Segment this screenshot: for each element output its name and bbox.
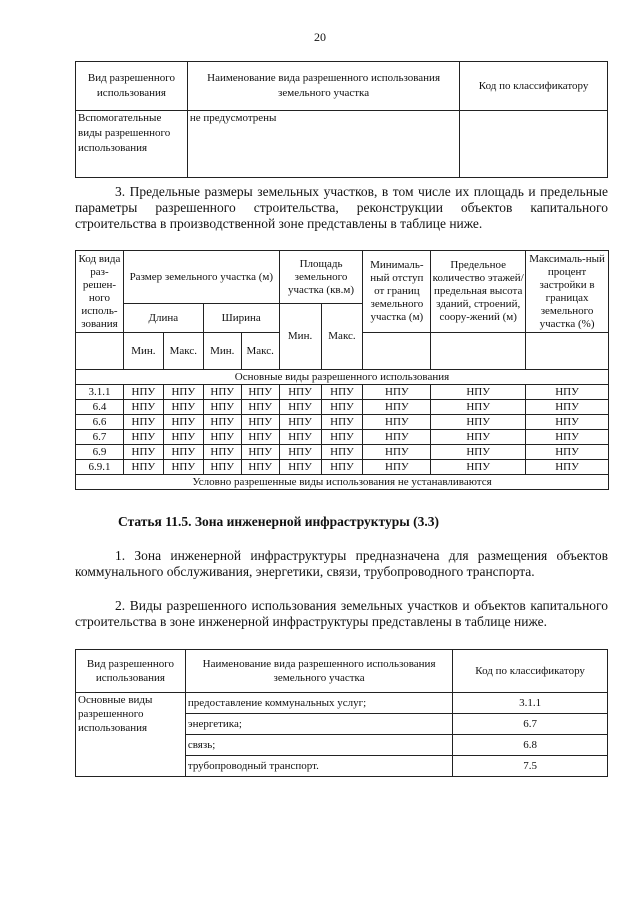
header-width-max: Макс. — [241, 333, 279, 370]
header-use-name: Наименование вида разрешенного использования земельного участка — [187, 62, 459, 111]
cell-value: НПУ — [279, 445, 321, 460]
cell-code: 6.9 — [76, 445, 124, 460]
table-row — [76, 460, 609, 475]
cell-value: НПУ — [321, 445, 363, 460]
header-percent-cont — [526, 333, 609, 370]
cell-value: НПУ — [163, 415, 203, 430]
cell-value: НПУ — [279, 430, 321, 445]
header-use-type: Вид разрешенного использования — [76, 62, 188, 111]
cell-value: НПУ — [123, 400, 163, 415]
cell-value: НПУ — [363, 430, 431, 445]
cell-use-name: энергетика; — [185, 714, 452, 735]
cell-code: 3.1.1 — [76, 385, 124, 400]
header-floors: Предельное количество этажей/ предельная высота зданий, строений, соору-жений (м) — [431, 251, 526, 333]
cell-value: НПУ — [279, 415, 321, 430]
cell-value: НПУ — [123, 415, 163, 430]
header-area-max: Макс. — [321, 304, 363, 370]
header-code-cont — [76, 333, 124, 370]
header-code: Код вида раз-решен-ного исполь-зования — [76, 251, 124, 333]
header-use-type: Вид разрешенного использования — [76, 650, 186, 693]
cell-use-type: Вспомогательные виды разрешенного использования — [76, 111, 188, 178]
cell-use-name: трубопроводный транспорт. — [185, 756, 452, 777]
section-conditional-uses: Условно разрешенные виды использования не устанавливаются — [76, 475, 609, 490]
cell-value: НПУ — [163, 460, 203, 475]
cell-value: НПУ — [431, 385, 526, 400]
cell-value: НПУ — [123, 460, 163, 475]
cell-value: НПУ — [363, 445, 431, 460]
header-area: Площадь земельного участка (кв.м) — [279, 251, 363, 304]
cell-value: НПУ — [203, 445, 241, 460]
cell-value: НПУ — [203, 415, 241, 430]
page-number: 20 — [314, 30, 326, 44]
cell-value: НПУ — [321, 460, 363, 475]
cell-code: 6.7 — [76, 430, 124, 445]
paragraph-3: 3. Предельные размеры земельных участков, в том числе их площадь и предельные параметры разрешенного строительства, реконструкции объектов капитального строительства в производственной зоне представлены в таблице ниже. — [75, 184, 608, 231]
cell-value: НПУ — [123, 445, 163, 460]
cell-value: НПУ — [163, 430, 203, 445]
limit-parameters-table — [75, 250, 609, 490]
cell-value: НПУ — [431, 430, 526, 445]
cell-code: 6.8 — [453, 735, 608, 756]
cell-value: НПУ — [241, 415, 279, 430]
cell-value: НПУ — [279, 385, 321, 400]
cell-code: 6.9.1 — [76, 460, 124, 475]
header-percent: Максималь-ный процент застройки в границах земельного участка (%) — [526, 251, 609, 333]
cell-code: 6.6 — [76, 415, 124, 430]
cell-value: НПУ — [163, 385, 203, 400]
cell-value: НПУ — [431, 415, 526, 430]
header-length-min: Мин. — [123, 333, 163, 370]
cell-code: 3.1.1 — [453, 693, 608, 714]
cell-value: НПУ — [123, 430, 163, 445]
cell-use-name: предоставление коммунальных услуг; — [185, 693, 452, 714]
cell-value: НПУ — [241, 445, 279, 460]
header-indent: Минималь-ный отступ от границ земельного участка (м) — [363, 251, 431, 333]
cell-value: НПУ — [526, 400, 609, 415]
paragraph-2: 2. Виды разрешенного использования земельных участков и объектов капитального строительства в зоне инженерной инфраструктуры представлены в таблице ниже. — [75, 598, 608, 629]
cell-code: 7.5 — [453, 756, 608, 777]
cell-value: НПУ — [321, 385, 363, 400]
cell-value: НПУ — [241, 385, 279, 400]
cell-value: НПУ — [279, 400, 321, 415]
table-row — [76, 430, 609, 445]
cell-value: НПУ — [363, 460, 431, 475]
cell-value: НПУ — [241, 430, 279, 445]
table-row — [76, 445, 609, 460]
cell-code: 6.4 — [76, 400, 124, 415]
cell-value: НПУ — [163, 400, 203, 415]
cell-value: НПУ — [123, 385, 163, 400]
header-use-name: Наименование вида разрешенного использования земельного участка — [185, 650, 452, 693]
cell-use-name: связь; — [185, 735, 452, 756]
section-main-uses: Основные виды разрешенного использования — [76, 370, 609, 385]
permitted-use-table-infrastructure — [75, 649, 608, 777]
cell-code: 6.7 — [453, 714, 608, 735]
permitted-use-table-auxiliary — [75, 61, 608, 178]
cell-value: НПУ — [203, 400, 241, 415]
cell-value: НПУ — [203, 430, 241, 445]
cell-value: НПУ — [241, 400, 279, 415]
cell-value: НПУ — [241, 460, 279, 475]
cell-value: НПУ — [321, 400, 363, 415]
cell-value: НПУ — [526, 385, 609, 400]
cell-value: НПУ — [321, 430, 363, 445]
cell-value: НПУ — [431, 460, 526, 475]
header-indent-cont — [363, 333, 431, 370]
table-row — [76, 385, 609, 400]
table-row — [76, 415, 609, 430]
header-width: Ширина — [203, 304, 279, 333]
cell-value: НПУ — [526, 460, 609, 475]
cell-use-name: не предусмотрены — [187, 111, 459, 178]
cell-value: НПУ — [321, 415, 363, 430]
header-length-max: Макс. — [163, 333, 203, 370]
cell-value: НПУ — [526, 430, 609, 445]
header-area-min: Мин. — [279, 304, 321, 370]
header-width-min: Мин. — [203, 333, 241, 370]
header-size: Размер земельного участка (м) — [123, 251, 279, 304]
cell-value: НПУ — [431, 445, 526, 460]
cell-value: НПУ — [203, 385, 241, 400]
header-floors-cont — [431, 333, 526, 370]
cell-value: НПУ — [363, 385, 431, 400]
paragraph-1: 1. Зона инженерной инфраструктуры предназначена для размещения объектов коммунального обслуживания, энергетики, связи, трубопроводного транспорта. — [75, 548, 608, 579]
header-code: Код по классификатору — [453, 650, 608, 693]
cell-value: НПУ — [526, 445, 609, 460]
cell-value: НПУ — [363, 415, 431, 430]
article-heading: Статья 11.5. Зона инженерной инфраструктуры (3.3) — [118, 514, 440, 529]
cell-value: НПУ — [431, 400, 526, 415]
cell-group: Основные виды разрешенного использования — [76, 693, 186, 777]
cell-value: НПУ — [279, 460, 321, 475]
cell-value: НПУ — [363, 400, 431, 415]
cell-code — [460, 111, 608, 178]
cell-value: НПУ — [163, 445, 203, 460]
table-row — [76, 400, 609, 415]
header-length: Длина — [123, 304, 203, 333]
cell-value: НПУ — [203, 460, 241, 475]
cell-value: НПУ — [526, 415, 609, 430]
header-code: Код по классификатору — [460, 62, 608, 111]
